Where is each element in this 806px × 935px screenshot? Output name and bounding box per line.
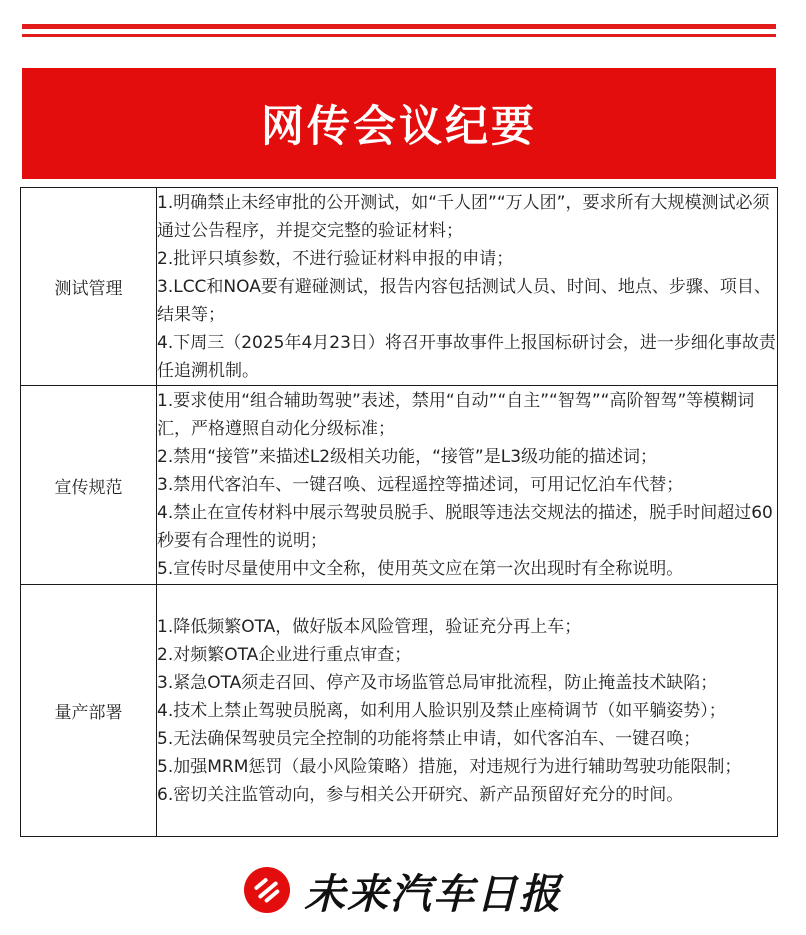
list-item: 6.密切关注监管动向，参与相关公开研究、新产品预留好充分的时间。 (157, 784, 684, 805)
minutes-table (20, 187, 778, 837)
title-banner (22, 68, 776, 179)
table-row (21, 585, 778, 837)
list-item: 2.批评只填参数，不进行验证材料申报的申请； (157, 248, 514, 269)
items-cell (157, 585, 778, 837)
table-row (21, 188, 778, 386)
list-item: 3.LCC和NOA要有避碰测试，报告内容包括测试人员、时间、地点、步骤、项目、结果等； (157, 276, 771, 325)
list-item: 2.禁用“接管”来描述L2级相关功能，“接管”是L3级功能的描述词； (157, 447, 658, 467)
list-item: 4.下周三（2025年4月23日）将召开事故事件上报国标研讨会，进一步细化事故责任追溯机制。 (157, 332, 776, 381)
list-item: 1.要求使用“组合辅助驾驶”表述，禁用“自动”“自主”“智驾”“高阶智驾”等模糊词汇，严格遵照自动化分级标准； (157, 391, 755, 439)
list-item: 4.技术上禁止驾驶员脱离，如利用人脸识别及禁止座椅调节（如平躺姿势）； (157, 700, 726, 721)
header-rule-thick (22, 24, 776, 29)
items-cell (157, 188, 778, 386)
header-rule-thin (22, 34, 776, 37)
footer-brand (0, 864, 806, 916)
list-item: 1.明确禁止未经审批的公开测试，如“千人团”“万人团”，要求所有大规模测试必须通过公告程序，并提交完整的验证材料； (157, 192, 770, 241)
table-row (21, 386, 778, 585)
page-title: 网传会议纪要 (261, 102, 537, 152)
list-item: 5.加强MRM惩罚（最小风险策略）措施，对违规行为进行辅助驾驶功能限制； (157, 756, 742, 777)
list-item: 5.无法确保驾驶员完全控制的功能将禁止申请，如代客泊车、一键召唤； (157, 728, 701, 749)
list-item: 5.宣传时尽量使用中文全称，使用英文应在第一次出现时有全称说明。 (157, 559, 684, 579)
category-cell: 宣传规范 (21, 386, 157, 585)
list-item: 4.禁止在宣传材料中展示驾驶员脱手、脱眼等违法交规法的描述，脱手时间超过60秒要有合理性的说明； (157, 503, 773, 551)
list-item: 3.紧急OTA须走召回、停产及市场监管总局审批流程，防止掩盖技术缺陷； (157, 672, 718, 693)
list-item: 2.对频繁OTA企业进行重点审查； (157, 644, 412, 665)
stripes-logo-icon (244, 867, 290, 913)
category-cell: 测试管理 (21, 188, 157, 386)
brand-name: 未来汽车日报 (304, 869, 562, 918)
list-item: 1.降低频繁OTA，做好版本风险管理，验证充分再上车； (157, 616, 582, 637)
list-item: 3.禁用代客泊车、一键召唤、远程遥控等描述词，可用记忆泊车代替； (157, 475, 684, 495)
category-cell: 量产部署 (21, 585, 157, 837)
items-cell (157, 386, 778, 585)
